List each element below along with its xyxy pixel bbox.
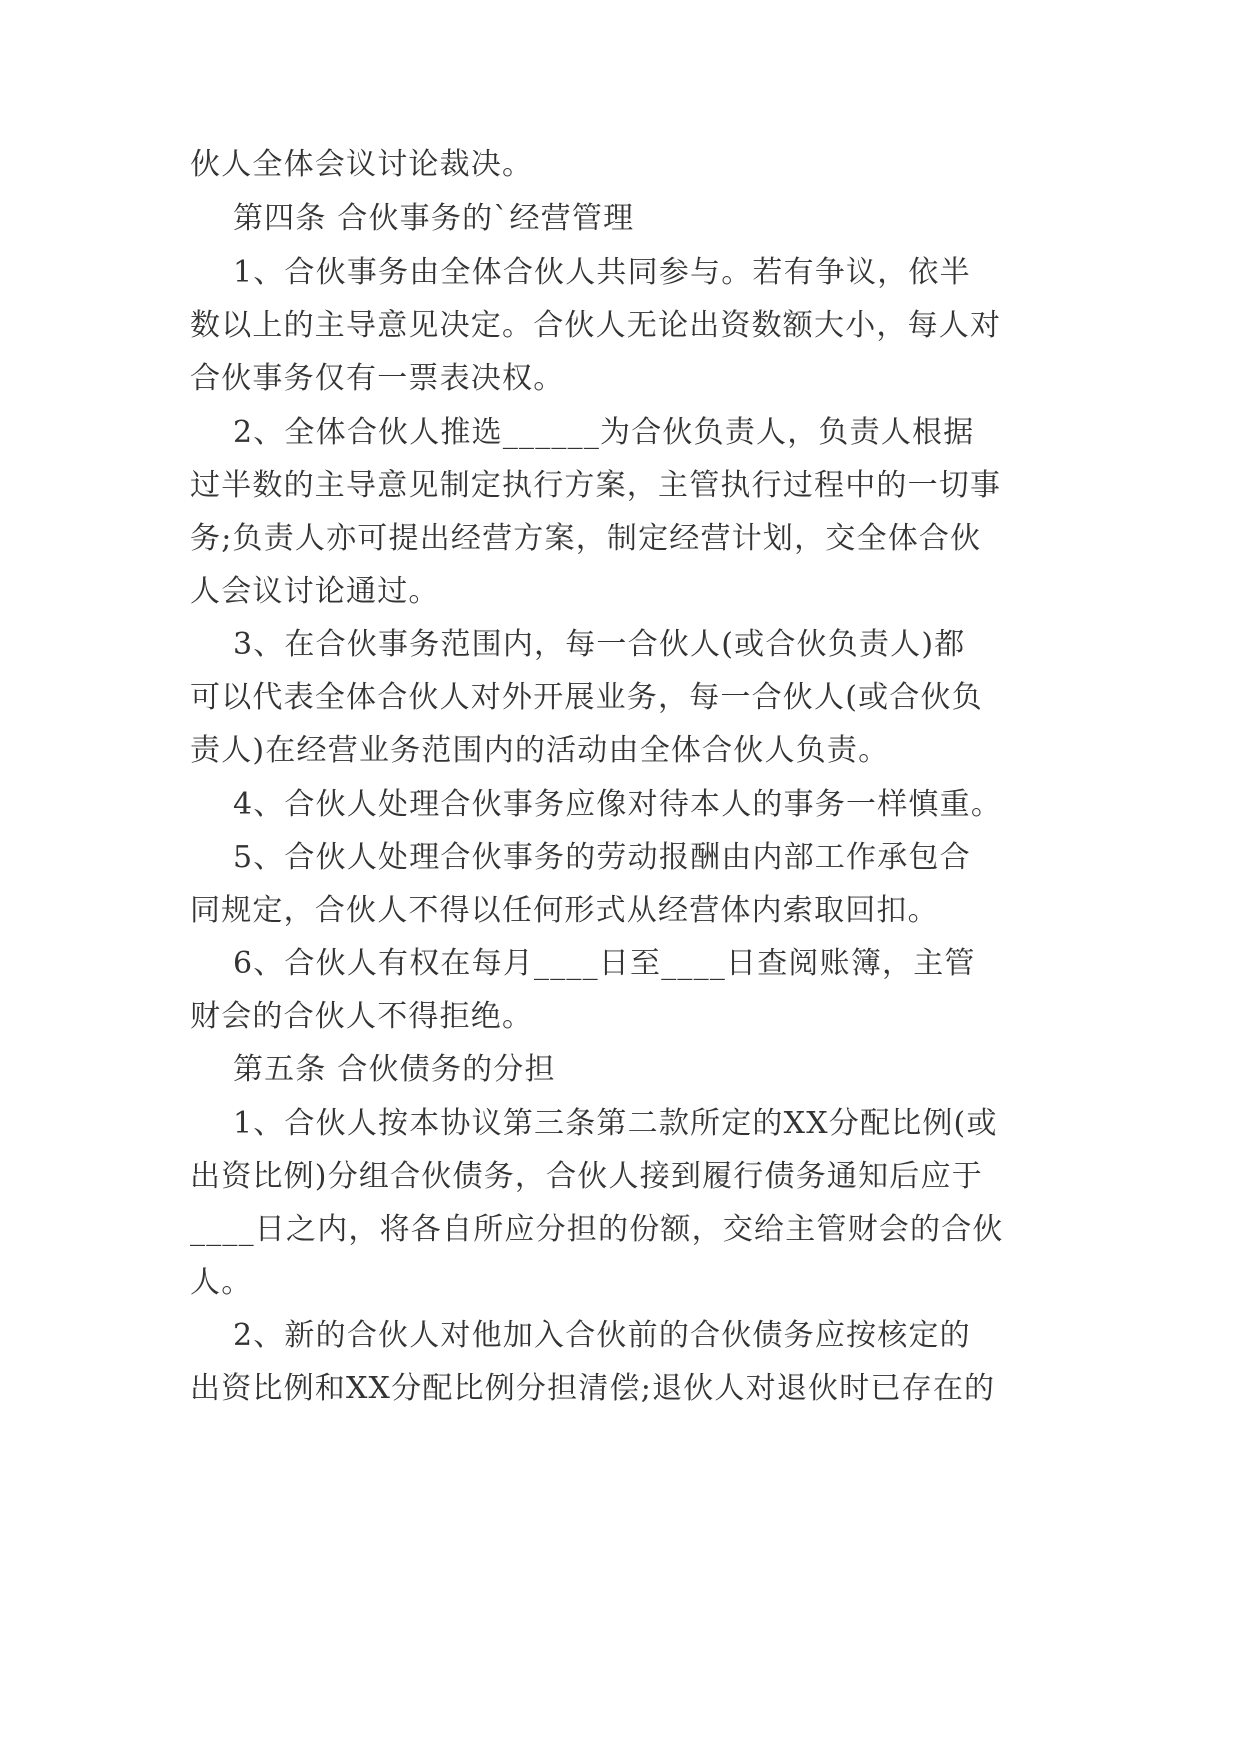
text-line: 务;负责人亦可提出经营方案，制定经营计划，交全体合伙 [190,521,982,556]
text-line: 伙人全体会议讨论裁决。 [190,147,534,182]
text-line: 3、在合伙事务范围内，每一合伙人(或合伙负责人)都 [190,627,966,662]
text-line: 财会的合伙人不得拒绝。 [190,999,534,1034]
text-line: 4、合伙人处理合伙事务应像对待本人的事务一样慎重。 [190,787,1003,822]
text-line: 合伙事务仅有一票表决权。 [190,361,565,396]
text-line: 出资比例)分组合伙债务，合伙人接到履行债务通知后应于 [190,1159,983,1194]
text-line: 1、合伙事务由全体合伙人共同参与。若有争议，依半 [190,255,971,290]
text-line: 2、新的合伙人对他加入合伙前的合伙债务应按核定的 [190,1318,971,1353]
text-line: 人。 [190,1265,253,1300]
text-line: 数以上的主导意见决定。合伙人无论出资数额大小，每人对 [190,308,1002,343]
section-heading: 第五条 合伙债务的分担 [190,1052,556,1087]
text-line: 人会议讨论通过。 [190,574,440,609]
text-line: 1、合伙人按本协议第三条第二款所定的XX分配比例(或 [190,1106,998,1141]
text-line: 出资比例和XX分配比例分担清偿;退伙人对退伙时已存在的 [190,1371,996,1406]
text-line: 5、合伙人处理合伙事务的劳动报酬由内部工作承包合 [190,840,971,875]
text-line: ____日之内，将各自所应分担的份额，交给主管财会的合伙 [190,1212,1004,1247]
text-line: 可以代表全体合伙人对外开展业务，每一合伙人(或合伙负 [190,680,983,715]
text-line: 2、全体合伙人推选______为合伙负责人，负责人根据 [190,415,975,450]
text-line: 过半数的主导意见制定执行方案，主管执行过程中的一切事 [190,468,1002,503]
section-heading: 第四条 合伙事务的`经营管理 [190,201,635,236]
text-line: 6、合伙人有权在每月____日至____日查阅账簿，主管 [190,946,976,981]
text-line: 责人)在经营业务范围内的活动由全体合伙人负责。 [190,733,890,768]
text-line: 同规定，合伙人不得以任何形式从经营体内索取回扣。 [190,893,939,928]
